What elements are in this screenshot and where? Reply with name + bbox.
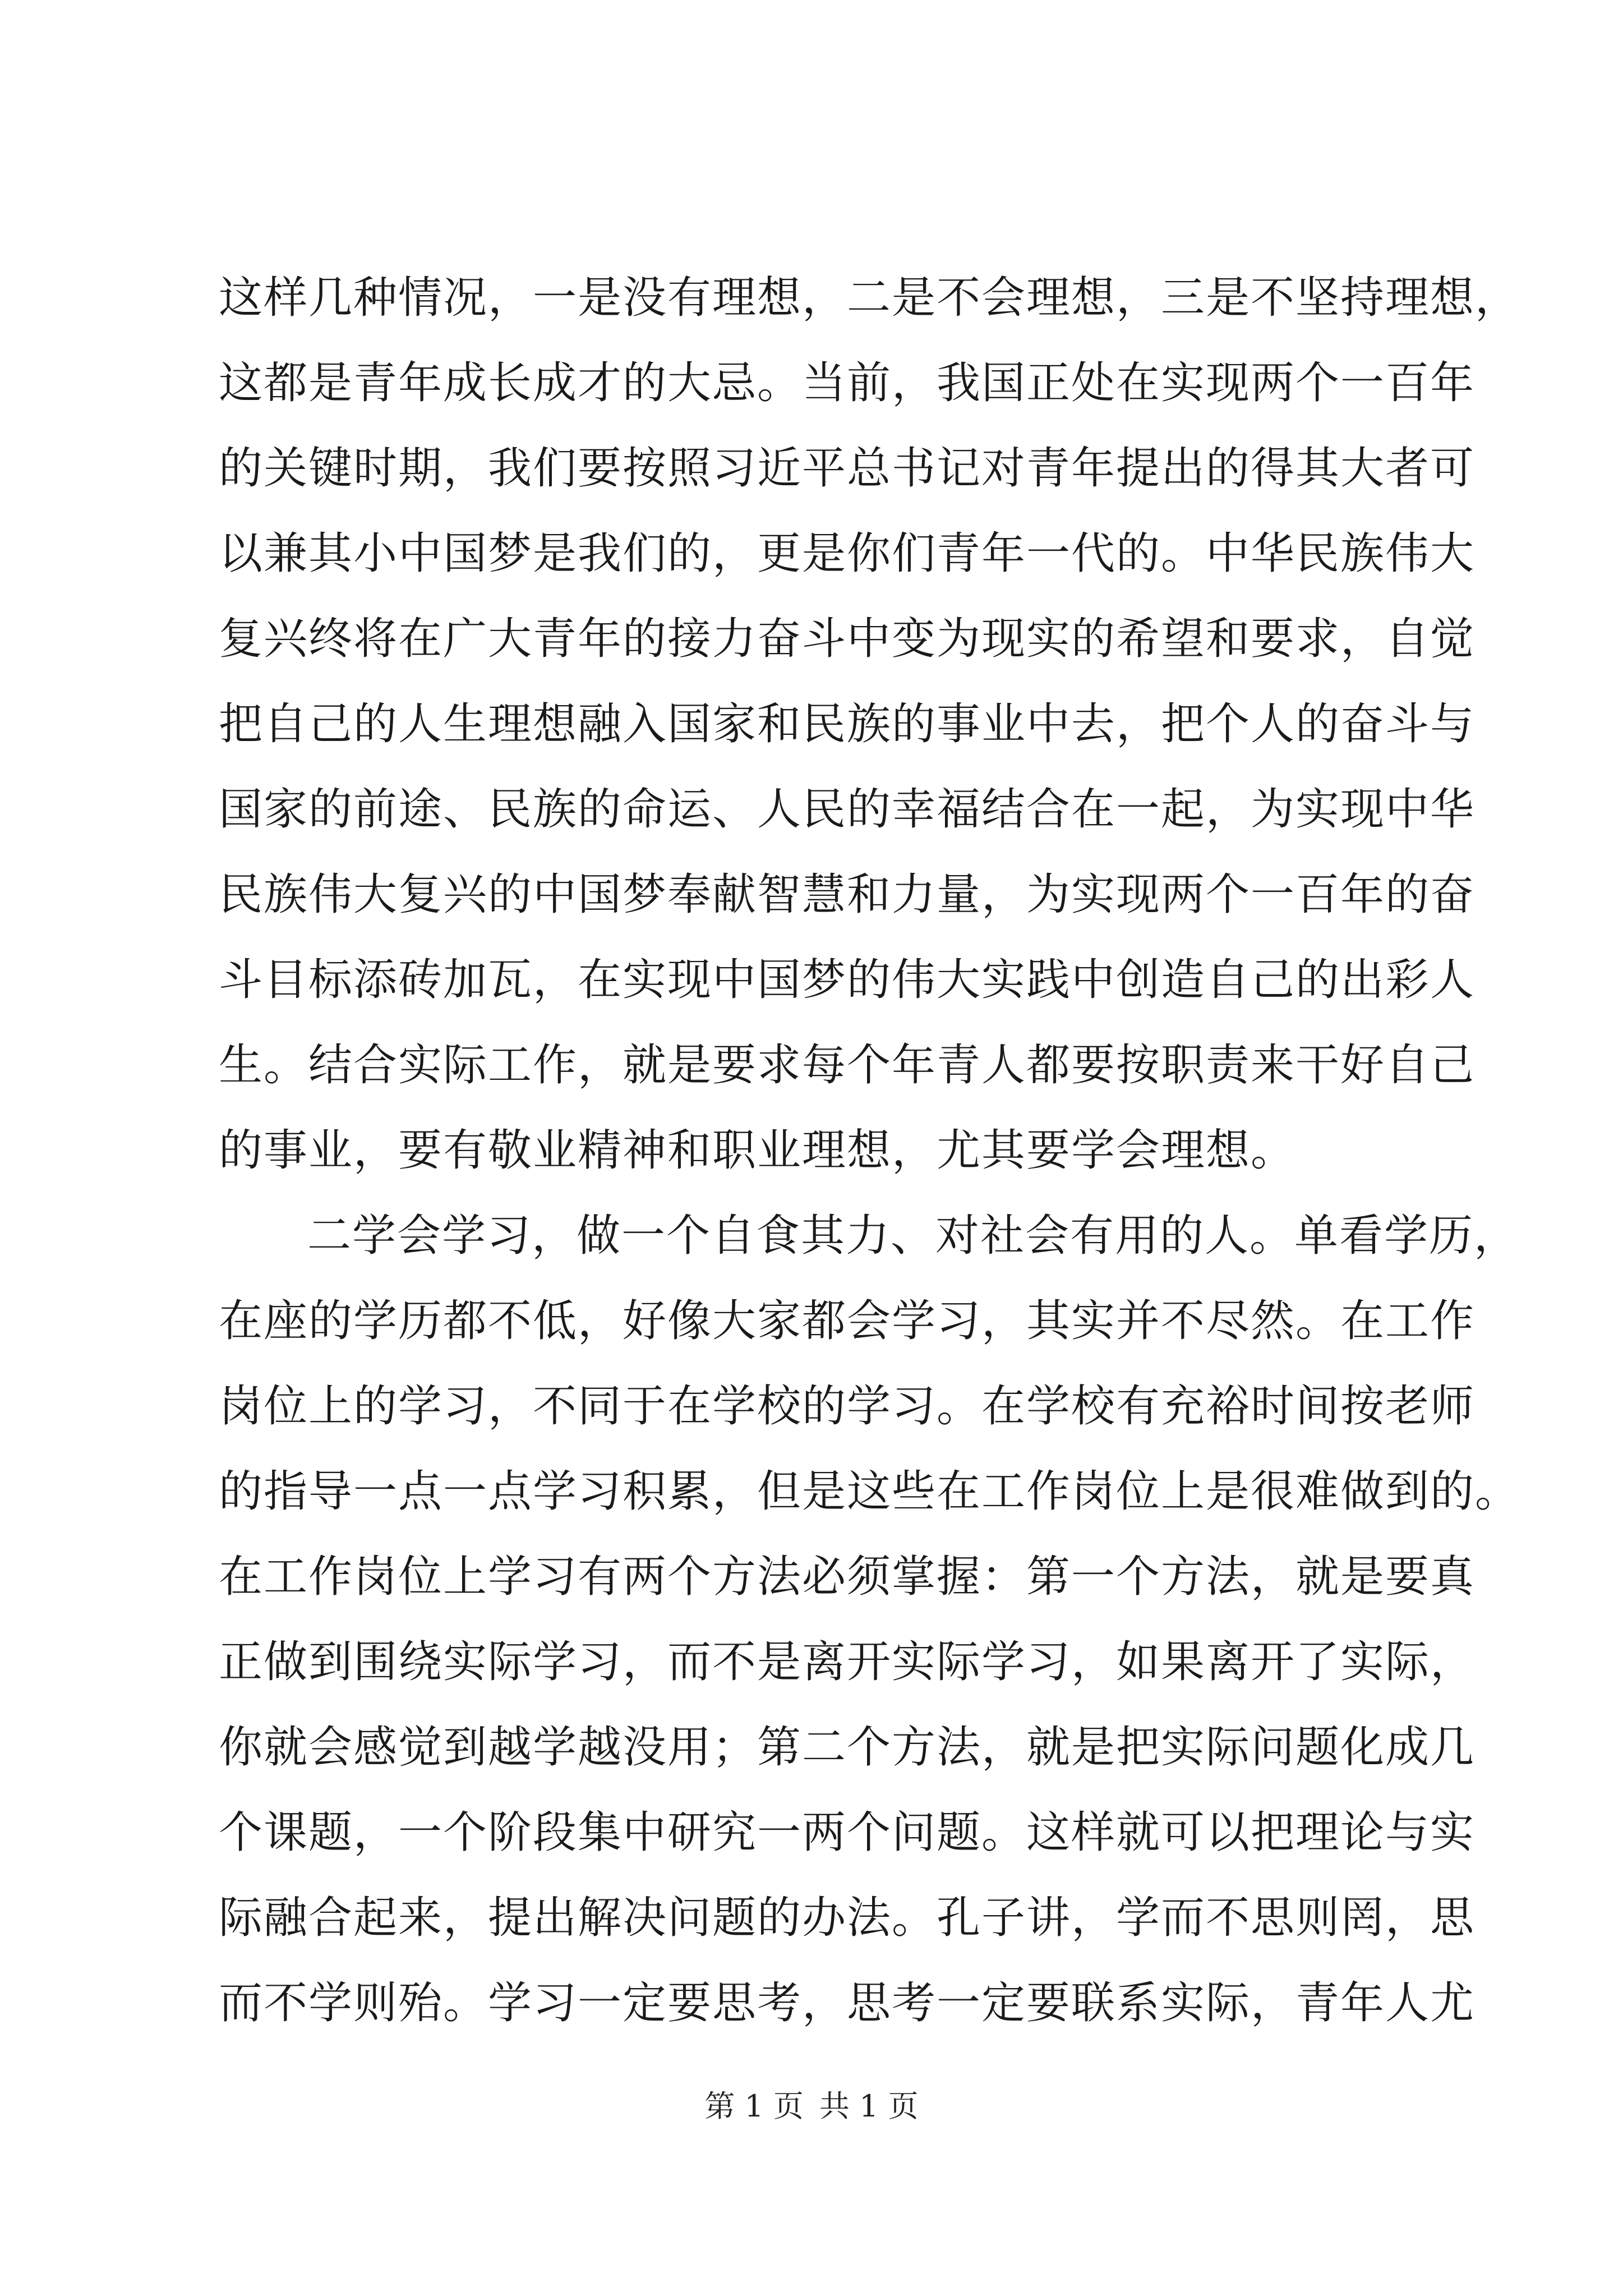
text-line: 把自己的人生理想融入国家和民族的事业中去，把个人的奋斗与 (219, 699, 1476, 749)
text-line: 个课题，一个阶段集中研究一两个问题。这样就可以把理论与实 (219, 1807, 1476, 1858)
text-line: 斗目标添砖加瓦，在实现中国梦的伟大实践中创造自己的出彩人 (219, 955, 1476, 1005)
text-line: 正做到围绕实际学习，而不是离开实际学习，如果离开了实际， (219, 1637, 1476, 1687)
text-line: 二学会学习，做一个自食其力、对社会有用的人。单看学历， (307, 1211, 1519, 1261)
text-line: 这样几种情况，一是没有理想，二是不会理想，三是不坚持理想， (219, 273, 1520, 323)
text-line: 际融合起来，提出解决问题的办法。孔子讲，学而不思则罔，思 (219, 1893, 1476, 1943)
text-line: 岗位上的学习，不同于在学校的学习。在学校有充裕时间按老师 (219, 1381, 1476, 1432)
text-line: 而不学则殆。学习一定要思考，思考一定要联系实际，青年人尤 (219, 1978, 1476, 2028)
text-line: 这都是青年成长成才的大忌。当前，我国正处在实现两个一百年 (219, 358, 1476, 408)
text-line: 生。结合实际工作，就是要求每个年青人都要按职责来干好自己 (219, 1040, 1476, 1091)
text-line: 复兴终将在广大青年的接力奋斗中变为现实的希望和要求，自觉 (219, 614, 1476, 664)
text-line: 的事业，要有敬业精神和职业理想，尤其要学会理想。 (219, 1125, 1296, 1176)
page-number-label: 第 1 页 (704, 2088, 804, 2124)
text-line: 以兼其小中国梦是我们的，更是你们青年一代的。中华民族伟大 (219, 528, 1476, 579)
text-line: 在工作岗位上学习有两个方法必须掌握：第一个方法，就是要真 (219, 1552, 1476, 1602)
paragraph-2 (219, 1193, 1520, 2131)
page-footer (0, 2087, 1623, 2126)
text-line: 你就会感觉到越学越没用；第二个方法，就是把实际问题化成几 (219, 1722, 1476, 1773)
document-body (219, 255, 1520, 2131)
page-total-label: 共 1 页 (819, 2088, 919, 2124)
paragraph-1 (219, 255, 1520, 1193)
text-line: 的关键时期，我们要按照习近平总书记对青年提出的得其大者可 (219, 443, 1476, 494)
text-line: 民族伟大复兴的中国梦奉献智慧和力量，为实现两个一百年的奋 (219, 869, 1476, 920)
text-line: 国家的前途、民族的命运、人民的幸福结合在一起，为实现中华 (219, 784, 1476, 835)
text-line: 在座的学历都不低，好像大家都会学习，其实并不尽然。在工作 (219, 1296, 1476, 1346)
text-line: 的指导一点一点学习积累，但是这些在工作岗位上是很难做到的。 (219, 1466, 1520, 1517)
